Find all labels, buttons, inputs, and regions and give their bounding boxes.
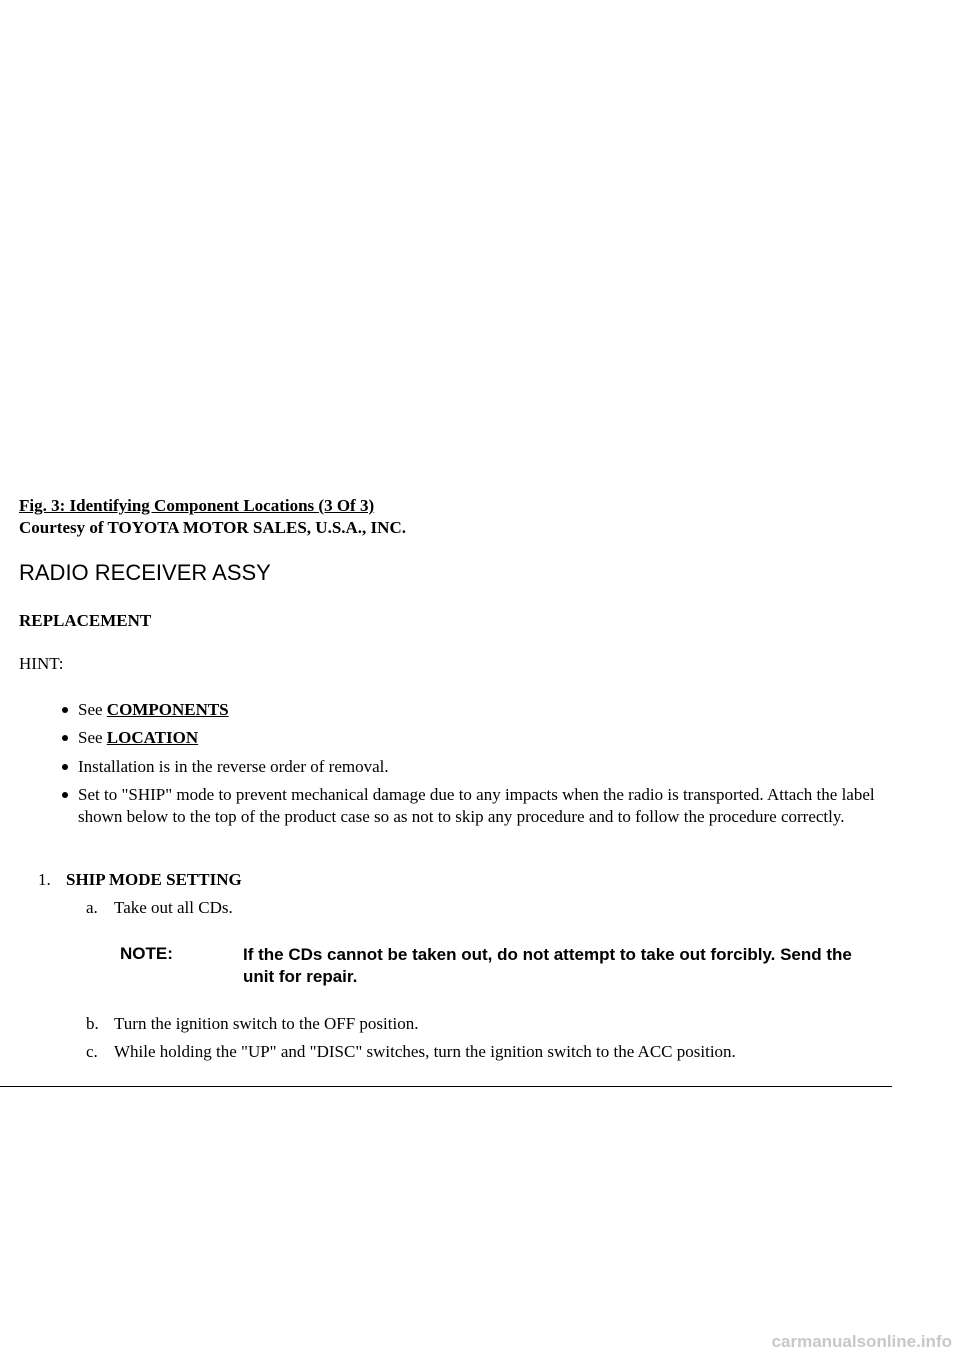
horizontal-divider [0, 1086, 892, 1087]
bullet-icon [62, 707, 68, 713]
hint-item-components [62, 699, 892, 721]
substep-letter: b. [86, 1014, 99, 1033]
substep-text: Turn the ignition switch to the OFF position. [114, 1014, 419, 1033]
note-label: NOTE: [120, 944, 173, 963]
bullet-icon [62, 792, 68, 798]
hint-item-prefix: See [78, 700, 107, 719]
subsection-title: REPLACEMENT [19, 611, 152, 630]
hint-label: HINT: [19, 654, 64, 673]
hint-item-location [62, 727, 892, 749]
watermark: carmanualsonline.info [771, 1332, 952, 1351]
hint-item-text: Installation is in the reverse order of removal. [78, 757, 389, 776]
note-text: If the CDs cannot be taken out, do not attempt to take out forcibly. Send the unit for repair. [243, 945, 852, 986]
bullet-icon [62, 735, 68, 741]
substep-letter: c. [86, 1042, 98, 1061]
substep-text: Take out all CDs. [114, 898, 233, 917]
step-number: 1. [38, 870, 51, 889]
bullet-icon [62, 764, 68, 770]
figure-courtesy: Courtesy of TOYOTA MOTOR SALES, U.S.A., INC. [19, 518, 406, 537]
hint-item-ship-mode [62, 784, 892, 828]
hint-item-prefix: See [78, 728, 107, 747]
section-title: RADIO RECEIVER ASSY [19, 560, 271, 585]
location-link[interactable]: LOCATION [106, 728, 199, 747]
substep-text: While holding the "UP" and "DISC" switches, turn the ignition switch to the ACC position. [114, 1042, 736, 1061]
step-title: SHIP MODE SETTING [66, 870, 242, 889]
figure-caption[interactable]: Fig. 3: Identifying Component Locations (3 Of 3) [19, 496, 375, 515]
hint-item-installation [62, 756, 892, 778]
substep-letter: a. [86, 898, 98, 917]
components-link[interactable]: COMPONENTS [106, 700, 229, 719]
hint-item-text: Set to "SHIP" mode to prevent mechanical damage due to any impacts when the radio is transported. Attach the label shown below to the top of the product case so as not to skip any procedure and to follow the procedure correctly. [78, 785, 875, 826]
